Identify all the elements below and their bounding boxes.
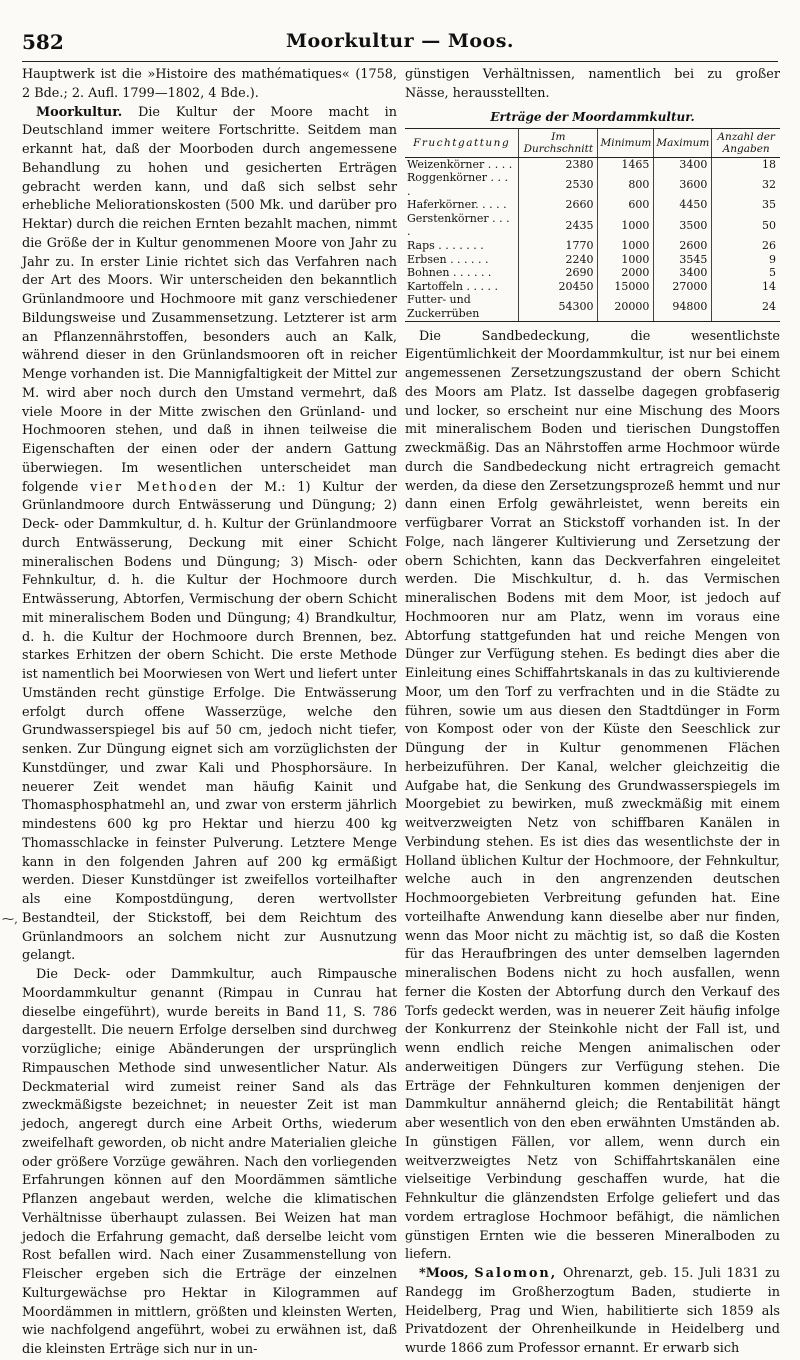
person-name: Salomon,	[474, 1266, 558, 1282]
value-cell: 32	[712, 171, 780, 198]
value-cell: 1000	[598, 212, 654, 239]
value-cell: 18	[712, 157, 780, 171]
value-cell: 54300	[519, 293, 598, 321]
paragraph-dammkultur: Die Deck- oder Dammkultur, auch Rimpausche Moordammkultur genannt (Rimpau in Cunrau hat dieselbe eingeführt), wurde bereits in Band 11, S. 786 dargestellt. Die neuern Erfolge derselben sind durchweg vorzügliche; einige Abänderungen der ursprünglich Rimpauschen Methode sind unwesentlicher Natur. Als Deckmaterial wird zumeist reiner Sand als das zweckmäßigste bezeichnet; in neuester Zeit ist man jedoch, angeregt durch eine Arbeit Orths, wiederum zweifelhaft geworden, ob nicht andre Materialien gleiche oder größere Vorzüge gewähren. Nach den vorliegenden Erfahrungen können auf den Moordämmen sämtliche Pflanzen angebaut werden, welche die klimatischen Verhältnisse überhaupt zulassen. Bei Weizen hat man jedoch die Erfahrung gemacht, daß derselbe leicht vom Rost befallen wird. Nach einer Zusammenstellung von Fleischer ergeben sich die Erträge der einzelnen Kulturgewächse pro Hektar in Kilogrammen auf Moordämmen in mittlern, größten und kleinsten Werten, wie nachfolgend angeführt, wobei zu erwähnen ist, daß die kleinsten Erträge sich nur in un-	[22, 967, 397, 1357]
value-cell: 14	[712, 280, 780, 294]
table-row	[405, 212, 780, 239]
value-cell: 800	[598, 171, 654, 198]
value-cell: 1000	[598, 253, 654, 267]
crop-name-cell: Kartoffeln . . . . .	[407, 279, 498, 293]
value-cell: 20000	[598, 293, 654, 321]
value-cell: 3400	[654, 266, 712, 280]
value-cell: 3400	[654, 157, 712, 171]
table-title: Erträge der Moordammkultur.	[490, 109, 695, 124]
running-title: Moorkultur — Moos.	[285, 30, 515, 52]
table-row	[405, 280, 780, 294]
value-cell: 24	[712, 293, 780, 321]
paragraph-moorkultur	[22, 104, 397, 967]
value-cell: 94800	[654, 293, 712, 321]
header-rule	[22, 61, 778, 62]
spaced-text: vier Methoden	[90, 479, 219, 495]
table-body	[405, 157, 780, 321]
value-cell: 20450	[519, 280, 598, 294]
crop-name-cell: Erbsen . . . . . .	[407, 252, 489, 266]
value-cell: 15000	[598, 280, 654, 294]
value-cell: 2240	[519, 253, 598, 267]
table-row	[405, 253, 780, 267]
paragraph-continuation-right: günstigen Verhältnissen, namentlich bei zu großer Nässe, herausstellten.	[405, 67, 780, 101]
value-cell: 27000	[654, 280, 712, 294]
crop-name-cell: Haferkörner. . . . .	[407, 198, 507, 212]
value-cell: 1465	[598, 157, 654, 171]
crop-name-cell: Weizenkörner . . . .	[407, 157, 513, 171]
value-cell: 2530	[519, 171, 598, 198]
table-header-cell: Minimum	[598, 128, 654, 157]
table-row	[405, 293, 780, 321]
table-header-cell: Maximum	[654, 128, 712, 157]
table-header-cell: Im Durchschnitt	[519, 128, 598, 157]
moos-text: Ohrenarzt, geb. 15. Juli 1831 zu Randegg im Großherzogtum Baden, studierte in Heidelberg, Prag und Wien, habilitierte sich 1859 als Privatdozent der Ohrenheilkunde in Heidelberg und wurde 1866 zum Professor ernannt. Er erwarb sich	[405, 1266, 780, 1357]
page-number: 582	[22, 30, 64, 54]
crop-name-cell: Roggenkörner . . . .	[407, 171, 508, 198]
page-header	[22, 30, 778, 60]
table-row	[405, 171, 780, 198]
value-cell: 1000	[598, 239, 654, 253]
value-cell: 50	[712, 212, 780, 239]
paragraph-continuation: Hauptwerk ist die »Histoire des mathématiques« (1758, 2 Bde.; 2. Aufl. 1799—1802, 4 Bde.).	[22, 67, 397, 101]
value-cell: 2000	[598, 266, 654, 280]
left-column	[22, 66, 397, 1360]
value-cell: 2660	[519, 198, 598, 212]
value-cell: 5	[712, 266, 780, 280]
value-cell: 9	[712, 253, 780, 267]
value-cell: 26	[712, 239, 780, 253]
value-cell: 3500	[654, 212, 712, 239]
table-header-row	[405, 128, 780, 157]
table-header-cell: Anzahl der Angaben	[712, 128, 780, 157]
value-cell: 3545	[654, 253, 712, 267]
value-cell: 1770	[519, 239, 598, 253]
value-cell: 2435	[519, 212, 598, 239]
value-cell: 2380	[519, 157, 598, 171]
crop-name-cell: Gerstenkörner . . . .	[407, 211, 510, 239]
crop-name-cell: Bohnen . . . . . .	[407, 266, 492, 280]
table-row	[405, 157, 780, 171]
value-cell: 2600	[654, 239, 712, 253]
paragraph-moos	[405, 1265, 780, 1359]
value-cell: 35	[712, 198, 780, 212]
value-cell: 4450	[654, 198, 712, 212]
right-column	[405, 66, 780, 1359]
value-cell: 3600	[654, 171, 712, 198]
moorkultur-text-cont: der M.: 1) Kultur der Grünlandmoore durch Entwässerung und Düngung; 2) Deck- oder Dammkultur, d. h. Kultur der Grünlandmoore durch Entwässerung, Deckung mit einer Schicht mineralischen Bodens und Düngung; 3) Misch- oder Fehnkultur, d. h. die Kultur der Hochmoore durch Entwässerung, Abtorfen, Vermischung der obern Schicht mit mineralischem Boden und Düngung; 4) Brandkultur, d. h. die Kultur der Hochmoore durch Brennen, bez. starkes Erhitzen der obern Schicht. Die erste Methode ist namentlich bei Moorwiesen von Wert und liefert unter Umständen recht günstige Erfolge. Die Entwässerung erfolgt durch offene Wasserzüge, welche den Grundwasserspiegel bis auf 50 cm, jedoch nicht tiefer, senken. Zur Düngung eignet sich am vorzüglichsten der Kunstdünger, und zwar Kali und Phosphorsäure. In neuerer Zeit wendet man häufig Kainit und Thomasphosphatmehl an, und zwar von ersterm jährlich mindestens 600 kg pro Hektar und hierzu 400 kg Thomasschlacke in feinster Pulverung. Letztere Menge kann in den folgenden Jahren auf 200 kg ermäßigt werden. Dieser Kunstdünger ist zweifellos vorteilhafter als eine Kompostdüngung, deren wertvollster Bestandteil, der Stickstoff, bei dem Reichtum des Grünlandmoors an solchem nicht zur Ausnutzung gelangt.	[22, 479, 397, 964]
paragraph-sandbedeckung: Die Sandbedeckung, die wesentlichste Eigentümlichkeit der Moordammkultur, ist nur bei einem angemessenen Zersetzungszustand der obern Schicht des Moors am Platz. Ist dasselbe dagegen grobfaserig und locker, so erscheint nur eine Mischung des Moors mit mineralischem Boden und tierischen Dungstoffen zweckmäßig. Das an Nährstoffen arme Hochmoor würde durch die Sandbedeckung nicht ertragreich gemacht werden, da diese den Zersetzungsprozeß hemmt und nur dann einen Erfolg gewährleistet, wenn bereits ein verfügbarer Vorrat an Stickstoff vorhanden ist. In der Folge, nach längerer Kultivierung und Zersetzung der obern Schichten, kann das Deckverfahren eingeleitet werden. Die Mischkultur, d. h. das Vermischen mineralischen Bodens mit dem Moor, ist jedoch auf Hochmooren nur am Platz, wenn im voraus eine Abtorfung stattgefunden hat und reiche Mengen von Dünger zur Verfügung stehen. Es bedingt dies aber die Einleitung eines Schiffahrtskanals in das zu kultivierende Moor, um den Torf zu verfrachten und in die Städte zu führen, sowie um aus diesen den Stadtdünger in Form von Kompost oder von der Küste den Seeschlick zur Düngung der in Kultur genommenen Flächen herbeizuführen. Der Kanal, welcher gleichzeitig die Aufgabe hat, die Senkung des Grundwasserspiegels im Moorgebiet zu bewirken, muß zweckmäßig mit einem weitverzweigten Netz von schiffbaren Kanälen in Verbindung stehen. Es ist dies das wesentlichste der in Holland üblichen Kultur der Hochmoore, der Fehnkultur, welche auch in den angrenzenden deutschen Hochmoorgebieten Verbreitung gefunden hat. Eine vorteilhafte Anwendung kann dieselbe aber nur finden, wenn das Moor nicht zu mächtig ist, so daß die Kosten für das Heraufbringen des unter demselben lagernden mineralischen Bodens nicht zu hoch ausfallen, wenn ferner die Kosten der Abtorfung durch den Verkauf des Torfs gedeckt werden, was in neuerer Zeit häufig infolge der Konkurrenz der Steinkohle nicht der Fall ist, und wenn endlich reiche Mengen animalischen oder anderweitigen Düngers zur Verfügung stehen. Die Erträge der Fehnkulturen kommen denjenigen der Dammkultur annähernd gleich; die Rentabilität hängt aber wesentlich von den eben erwähnten Umständen ab. In günstigen Fällen, vor allem, wenn durch ein weitverzweigtes Netz von Schiffahrtskanälen eine vielseitige Verbindung geschaffen wurde, hat die Fehnkultur die glänzendsten Erfolge geliefert und das vordem ertraglose Hochmoor befähigt, die nämlichen günstigen Ernten wie die besseren Mineralboden zu liefern.	[405, 328, 780, 1263]
table-row	[405, 198, 780, 212]
table-row	[405, 239, 780, 253]
crop-name-cell: Futter- und Zuckerrüben	[405, 293, 519, 321]
table-header-cell: Fruchtgattung	[405, 128, 519, 157]
value-cell: 2690	[519, 266, 598, 280]
margin-mark: ⁓‚	[2, 912, 18, 926]
crop-name-cell: Raps . . . . . . .	[407, 239, 484, 253]
moorkultur-text: Die Kultur der Moore macht in Deutschland immer weitere Fortschritte. Seitdem man erkannt hat, daß der Moorboden durch angemessene Behandlung zu hohen und gesicherten Erträgen gebracht werden kann, und daß sich selbst sehr erhebliche Meliorationskosten (500 Mk. und darüber pro Hektar) durch die reichen Ernten bezahlt machen, nimmt die Größe der in Kultur genommenen Moore von Jahr zu Jahr zu. In erster Linie richtet sich das Verfahren nach der Art des Moors. Wir unterscheiden den bekanntlich Grünlandmoore und Hochmoore mit ganz verschiedener Bildungsweise und Zusammensetzung. Letzterer ist arm an Pflanzennährstoffen, besonders auch an Kalk, während dieser in den Grünlandsmooren oft in reicher Menge vorhanden ist. Die Mannigfaltigkeit der Mittel zur M. wird aber noch durch den Umstand vermehrt, daß viele Moore in der Mitte zwischen den Grünland- und Hochmooren stehen, und daß in ihnen teilweise die Eigenschaften der einen oder der andern Gattung überwiegen. Im wesentlichen unterscheidet man folgende	[22, 104, 397, 495]
table-row	[405, 266, 780, 280]
lemma-moorkultur: Moorkultur.	[36, 104, 123, 120]
yield-table	[405, 128, 780, 322]
lemma-moos: *Moos,	[419, 1266, 469, 1282]
value-cell: 600	[598, 198, 654, 212]
